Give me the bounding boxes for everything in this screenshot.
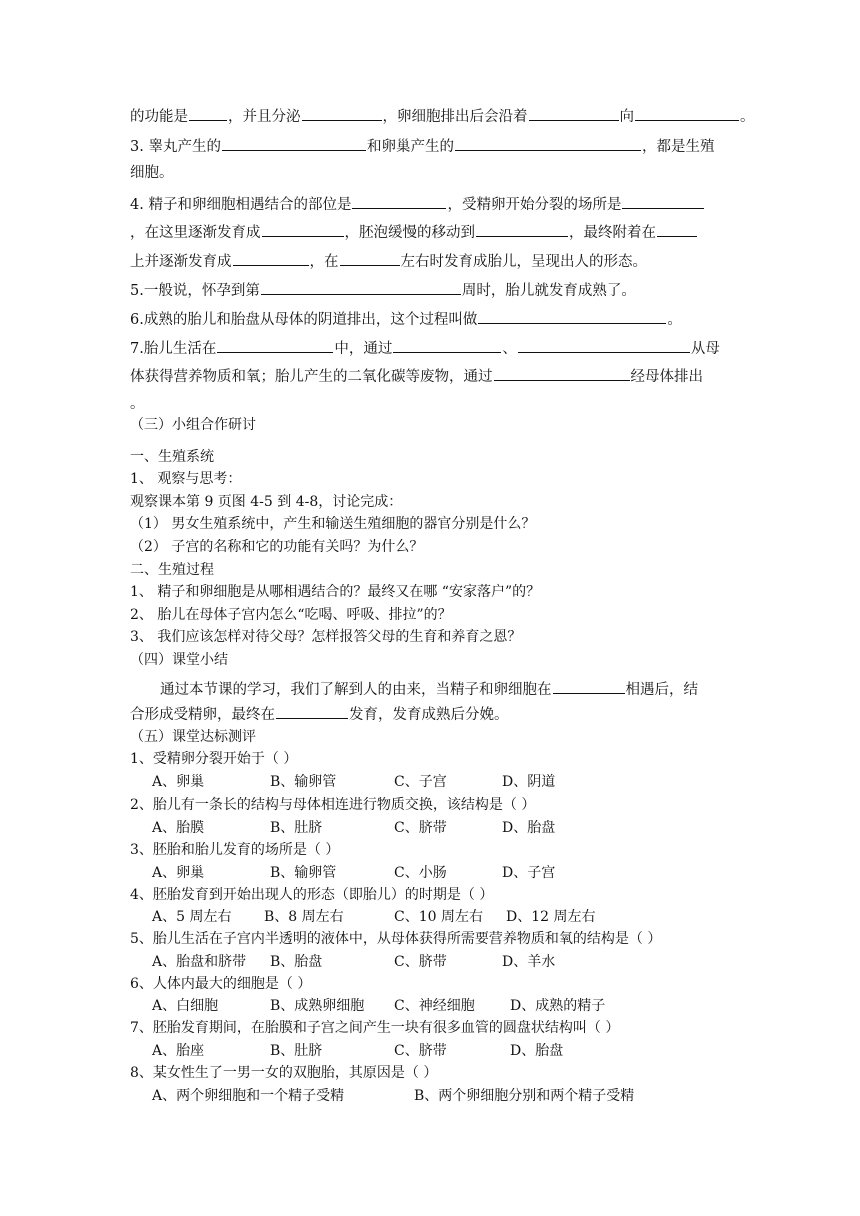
option-b: B、输卵管 bbox=[270, 865, 337, 881]
section-heading-summary: （四）课堂小结 bbox=[130, 652, 228, 668]
text: 向 bbox=[619, 109, 634, 125]
option-b: B、胎盘 bbox=[270, 954, 323, 970]
blank bbox=[222, 136, 366, 151]
blank bbox=[393, 338, 501, 353]
subheading-reproductive-system: 一、生殖系统 bbox=[130, 449, 214, 465]
option-b: B、成熟卵细胞 bbox=[270, 998, 365, 1014]
option-d: D、成熟的精子 bbox=[510, 998, 606, 1014]
blank bbox=[189, 106, 227, 121]
question-3-line-1 bbox=[130, 136, 750, 157]
question-7-line-2 bbox=[130, 366, 750, 387]
question-7-line-3 bbox=[130, 394, 750, 414]
blank bbox=[494, 366, 630, 381]
blank bbox=[455, 136, 641, 151]
section-heading-test: （五）课堂达标测评 bbox=[130, 729, 256, 745]
summary-line-2 bbox=[130, 704, 750, 725]
process-question-2: 2、 胎儿在母体子宫内怎么“吃喝、呼吸、排拉”的？ bbox=[130, 607, 452, 623]
section-heading-group: （三）小组合作研讨 bbox=[130, 417, 256, 433]
text: ，在 bbox=[309, 254, 339, 270]
text: 合形成受精卵，最终在 bbox=[130, 707, 275, 723]
text: 。 bbox=[740, 109, 755, 125]
blank bbox=[352, 194, 446, 209]
text: 细胞。 bbox=[130, 165, 174, 181]
option-a: A、胎座 bbox=[152, 1043, 205, 1059]
text: 。 bbox=[667, 312, 682, 328]
blank bbox=[262, 222, 344, 237]
option-c: C、脐带 bbox=[394, 954, 447, 970]
text: 7.胎儿生活在 bbox=[130, 341, 217, 357]
blank bbox=[276, 704, 348, 719]
text: ，最终附着在 bbox=[569, 225, 656, 241]
text: 通过本节课的学习，我们了解到人的由来，当精子和卵细胞在 bbox=[160, 682, 552, 698]
blank bbox=[302, 106, 382, 121]
question-4-line-1 bbox=[130, 194, 750, 215]
test-question-1: 1、受精卵分裂开始于（ ） bbox=[130, 751, 298, 767]
blank bbox=[529, 106, 619, 121]
option-a: A、白细胞 bbox=[152, 998, 219, 1014]
test-question-7: 7、胚胎发育期间，在胎膜和子宫之间产生一块有很多血管的圆盘状结构叫（ ） bbox=[130, 1020, 620, 1036]
option-b: B、肚脐 bbox=[270, 820, 323, 836]
process-question-1: 1、 精子和卵细胞是从哪相遇结合的？最终又在哪 “安家落户”的？ bbox=[130, 584, 541, 600]
text: 中，通过 bbox=[334, 341, 393, 357]
test-question-8: 8、某女性生了一男一女的双胞胎，其原因是（ ） bbox=[130, 1065, 438, 1081]
question-7-line-1 bbox=[130, 338, 750, 359]
test-question-5: 5、胎儿生活在子宫内半透明的液体中，从母体获得所需要营养物质和氧的结构是（ ） bbox=[130, 931, 662, 947]
text: 上并逐渐发育成 bbox=[130, 254, 232, 270]
text: 6.成熟的胎儿和胎盘从母体的阴道排出，这个过程叫做 bbox=[130, 312, 478, 328]
blank bbox=[476, 222, 568, 237]
test-question-6: 6、人体内最大的细胞是（ ） bbox=[130, 976, 312, 992]
text: 。 bbox=[130, 396, 145, 412]
text: ，受精卵开始分裂的场所是 bbox=[447, 197, 622, 213]
text: 、 bbox=[502, 341, 517, 357]
process-question-3: 3、 我们应该怎样对待父母？怎样报答父母的生育和养育之恩？ bbox=[130, 629, 522, 645]
question-4-line-2 bbox=[130, 222, 750, 243]
blank bbox=[217, 338, 333, 353]
text: ，都是生殖 bbox=[641, 139, 715, 155]
option-c: C、子宫 bbox=[394, 774, 447, 790]
question-4-line-3 bbox=[130, 251, 750, 272]
blank bbox=[518, 338, 690, 353]
text: 左右时发育成胎儿，呈现出人的形态。 bbox=[400, 254, 647, 270]
blank bbox=[553, 679, 625, 694]
option-d: D、胎盘 bbox=[502, 820, 556, 836]
option-a: A、两个卵细胞和一个精子受精 bbox=[152, 1088, 345, 1104]
blank bbox=[478, 309, 666, 324]
observe-intro: 观察课本第 9 页图 4-5 到 4-8，讨论完成： bbox=[130, 494, 403, 510]
blank bbox=[622, 194, 704, 209]
text: ，在这里逐渐发育成 bbox=[130, 225, 261, 241]
question-5 bbox=[130, 280, 750, 301]
blank bbox=[657, 222, 697, 237]
observe-think: 1、 观察与思考： bbox=[130, 471, 242, 487]
text: ，胚泡缓慢的移动到 bbox=[344, 225, 475, 241]
option-c: C、脐带 bbox=[394, 1043, 447, 1059]
text: 5.一般说，怀孕到第 bbox=[130, 283, 260, 299]
summary-line-1 bbox=[160, 679, 750, 700]
option-c: C、脐带 bbox=[394, 820, 447, 836]
text: 体获得营养物质和氧；胎儿产生的二氧化碳等废物，通过 bbox=[130, 369, 493, 385]
option-c: C、神经细胞 bbox=[394, 998, 475, 1014]
option-d: D、羊水 bbox=[502, 954, 556, 970]
discussion-question-1: （1） 男女生殖系统中，产生和输送生殖细胞的器官分别是什么？ bbox=[130, 516, 536, 532]
option-d: D、胎盘 bbox=[510, 1043, 564, 1059]
test-question-2: 2、胎儿有一条长的结构与母体相连进行物质交换，该结构是（ ） bbox=[130, 797, 536, 813]
question-6 bbox=[130, 309, 750, 330]
question-3-line-2 bbox=[130, 163, 750, 183]
option-d: D、子宫 bbox=[502, 865, 556, 881]
text: 从母 bbox=[690, 341, 720, 357]
option-c: C、小肠 bbox=[394, 865, 447, 881]
blank bbox=[635, 106, 739, 121]
blank bbox=[233, 251, 309, 266]
blank bbox=[340, 251, 400, 266]
text: 相遇后，结 bbox=[625, 682, 698, 698]
text: 经母体排出 bbox=[630, 369, 703, 385]
option-a: A、卵巢 bbox=[152, 774, 205, 790]
text: 3. 睾丸产生的 bbox=[130, 139, 221, 155]
test-question-4: 4、胚胎发育到开始出现人的形态（即胎儿）的时期是（ ） bbox=[130, 887, 494, 903]
discussion-question-2: （2） 子宫的名称和它的功能有关吗？为什么？ bbox=[130, 539, 424, 555]
blank bbox=[261, 280, 461, 295]
subheading-reproduction-process: 二、生殖过程 bbox=[130, 562, 214, 578]
option-a: A、卵巢 bbox=[152, 865, 205, 881]
text: 周时，胎儿就发育成熟了。 bbox=[461, 283, 636, 299]
option-b: B、肚脐 bbox=[270, 1043, 323, 1059]
option-c: C、10 周左右 bbox=[394, 909, 483, 925]
test-question-3: 3、胚胎和胎儿发育的场所是（ ） bbox=[130, 842, 340, 858]
option-b: B、8 周左右 bbox=[264, 909, 344, 925]
text: ，并且分泌 bbox=[228, 109, 301, 125]
option-a: A、胎膜 bbox=[152, 820, 205, 836]
text: 的功能是 bbox=[130, 109, 188, 125]
option-d: D、12 周左右 bbox=[506, 909, 596, 925]
text: 发育，发育成熟后分娩。 bbox=[349, 707, 509, 723]
text: 4. 精子和卵细胞相遇结合的部位是 bbox=[130, 197, 352, 213]
text: 和卵巢产生的 bbox=[366, 139, 454, 155]
option-d: D、阴道 bbox=[502, 774, 556, 790]
text: ，卵细胞排出后会沿着 bbox=[382, 109, 528, 125]
option-b: B、输卵管 bbox=[270, 774, 337, 790]
option-b: B、两个卵细胞分别和两个精子受精 bbox=[414, 1088, 635, 1104]
option-a: A、5 周左右 bbox=[152, 909, 232, 925]
fill-line-0 bbox=[130, 106, 755, 127]
option-a: A、胎盘和脐带 bbox=[152, 954, 247, 970]
